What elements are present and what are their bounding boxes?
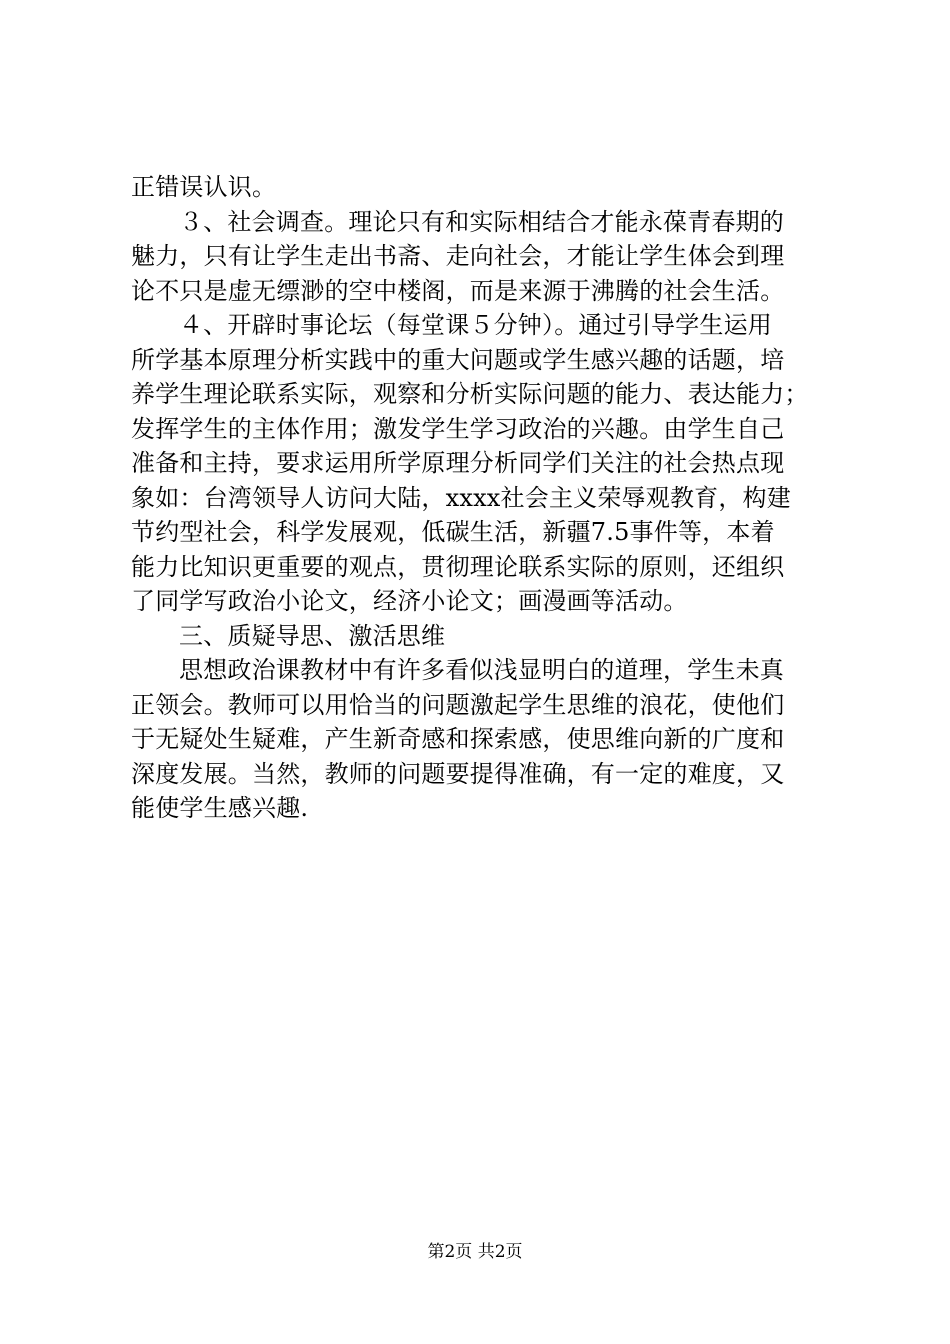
- document-body: [131, 170, 831, 826]
- paragraph-line: 于无疑处生疑难，产生新奇感和探索感，使思维向新的广度和: [131, 725, 785, 753]
- paragraph-line: 养学生理论联系实际，观察和分析实际问题的能力、表达能力；: [131, 380, 809, 408]
- paragraph-line: 能使学生感兴趣.: [131, 794, 309, 822]
- paragraph-line: 象如：台湾领导人访问大陆，xxxx社会主义荣辱观教育，构建: [131, 483, 791, 512]
- paragraph-line: ３、社会调查。理论只有和实际相结合才能永葆青春期的: [179, 207, 784, 236]
- paragraph-line: 发挥学生的主体作用；激发学生学习政治的兴趣。由学生自己: [131, 414, 785, 443]
- paragraph-line: 论不只是虚无缥渺的空中楼阁，而是来源于沸腾的社会生活。: [131, 276, 785, 305]
- paragraph-line: 了同学写政治小论文，经济小论文；画漫画等活动。: [131, 587, 688, 615]
- paragraph-line: 深度发展。当然，教师的问题要提得准确，有一定的难度，又: [131, 759, 785, 788]
- paragraph-line: 节约型社会，科学发展观，低碳生活，新疆7.5事件等，本着: [131, 518, 775, 546]
- paragraph-line: 所学基本原理分析实践中的重大问题或学生感兴趣的话题，培: [131, 345, 785, 374]
- paragraph-line: 准备和主持，要求运用所学原理分析同学们关注的社会热点现: [131, 449, 785, 477]
- paragraph-line: 思想政治课教材中有许多看似浅显明白的道理，学生未真: [179, 656, 784, 684]
- paragraph-line: 魅力，只有让学生走出书斋、走向社会，才能让学生体会到理: [131, 242, 785, 270]
- paragraph-line: 正错误认识。: [131, 173, 277, 201]
- paragraph-line: 能力比知识更重要的观点，贯彻理论联系实际的原则，还组织: [131, 552, 785, 581]
- page-number-footer: 第2页 共2页: [427, 1242, 523, 1262]
- paragraph-line: 正领会。教师可以用恰当的问题激起学生思维的浪花，使他们: [131, 690, 785, 719]
- section-heading: 三、质疑导思、激活思维: [179, 621, 446, 650]
- paragraph-line: ４、开辟时事论坛（每堂课５分钟）。通过引导学生运用: [179, 311, 772, 339]
